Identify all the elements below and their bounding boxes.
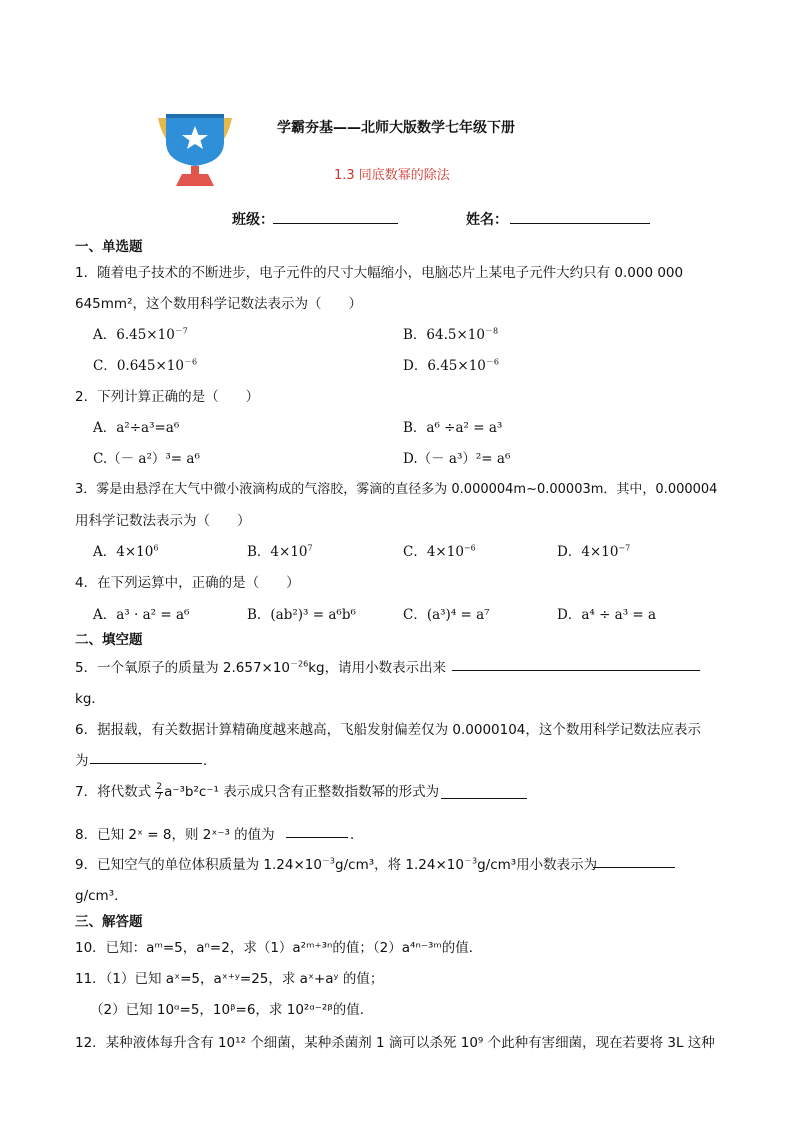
section-heading: 三、解答题 [75, 914, 143, 930]
option-text: D．4×10 [557, 544, 619, 560]
q1-option-a[interactable] [93, 323, 188, 343]
q3-stem-line2: 用科学记数法表示为（ ） [75, 513, 251, 529]
q7-expression: a⁻³b²c⁻¹ [164, 784, 219, 800]
q1-option-c[interactable] [93, 354, 197, 374]
option-exp: －7 [174, 326, 188, 336]
q6-line2-suffix: ． [203, 753, 217, 769]
option-text: C．4×10 [403, 544, 464, 560]
q5-line1 [75, 656, 446, 676]
q4-option-a[interactable]: A．a³ · a² = a⁶ [93, 607, 190, 623]
name-label: 姓名： [466, 212, 508, 228]
q1-option-b[interactable] [403, 323, 498, 343]
q3-option-b[interactable] [247, 540, 313, 560]
option-text: D．6.45×10 [403, 358, 486, 374]
q11-line2: （2）已知 10ᵅ=5，10ᵝ=6，求 10²ᵅ⁻²ᵝ的值． [90, 1002, 374, 1018]
q8-answer-blank[interactable] [286, 837, 348, 838]
option-exp: －6 [183, 357, 198, 367]
q3-option-a[interactable] [93, 540, 158, 560]
q10-text: 10．已知：aᵐ=5，aⁿ=2，求（1）a²ᵐ⁺³ⁿ的值；（2）a⁴ⁿ⁻³ᵐ的值． [75, 940, 483, 956]
q4-option-b[interactable]: B．(ab²)³ = a⁶b⁶ [247, 607, 356, 623]
option-exp: －8 [484, 326, 499, 336]
q1-stem-line1: 1．随着电子技术的不断进步，电子元件的尺寸大幅缩小，电脑芯片上某电子元件大约只有 0.000 000 [75, 265, 684, 281]
q9-line1 [75, 853, 597, 873]
q5-line2: kg． [75, 691, 105, 707]
section-heading: 一、单选题 [75, 239, 143, 255]
q3-stem-line1: 3．雾是由悬浮在大气中微小液滴构成的气溶胶，雾滴的直径多为 0.000004m~0.00003m．其中，0.000004 [75, 482, 718, 497]
option-text: B．4×10 [247, 544, 308, 560]
q9-text: g/cm³用小数表示为 [477, 857, 598, 873]
q9-exp: －3 [321, 856, 336, 866]
q7-text: 7．将代数式 [75, 784, 152, 800]
q2-option-a[interactable]: A．a²÷a³=a⁶ [93, 420, 180, 436]
q4-stem: 4．在下列运算中，正确的是（ ） [75, 575, 300, 591]
fraction-denominator: 7 [156, 791, 163, 802]
class-field[interactable] [273, 223, 398, 224]
q7-line [75, 780, 439, 802]
option-text: B．64.5×10 [403, 327, 485, 343]
q4-option-c[interactable]: C．(a³)⁴ = a⁷ [403, 607, 490, 623]
name-field[interactable] [510, 223, 650, 224]
option-text: A．6.45×10 [93, 327, 175, 343]
q8-line: 8．已知 2ˣ = 8，则 2ˣ⁻³ 的值为 [75, 827, 275, 843]
option-exp: −6 [463, 543, 476, 553]
q1-stem-line2: 645mm²，这个数用科学记数法表示为（ ） [75, 296, 362, 312]
q3-option-c[interactable] [403, 540, 476, 560]
option-exp: －6 [485, 357, 499, 367]
q9-line2: g/cm³． [75, 888, 128, 904]
q6-line1: 6．据报载，有关数据计算精确度越来越高，飞船发射偏差仅为 0.0000104，这个数用科学记数法应表示 [75, 722, 701, 738]
fraction [155, 783, 163, 802]
fraction-numerator: 2 [156, 781, 163, 792]
q12-text: 12．某种液体每升含有 10¹² 个细菌，某种杀菌剂 1 滴可以杀死 10⁹ 个此种有害细菌，现在若要将 3L 这种 [75, 1035, 715, 1051]
q9-answer-blank[interactable] [593, 867, 675, 868]
option-text: C．0.645×10 [93, 358, 184, 374]
q8-suffix: ． [350, 827, 364, 843]
option-text: A．4×10 [93, 544, 154, 560]
q6-line2-prefix: 为 [75, 753, 89, 769]
q3-option-d[interactable] [557, 540, 630, 560]
trophy-base-icon [176, 174, 214, 186]
q7-answer-blank[interactable] [441, 798, 527, 799]
q4-option-d[interactable]: D．a⁴ ÷ a³ = a [557, 607, 657, 623]
page-subtitle: 1.3 同底数幂的除法 [334, 168, 450, 183]
q5-text: 5．一个氧原子的质量为 2.657×10 [75, 660, 291, 676]
q5-exp: －26 [290, 659, 309, 669]
section-heading: 二、填空题 [75, 632, 143, 648]
q9-text: g/cm³，将 1.24×10 [335, 857, 464, 873]
q9-text: 9．已知空气的单位体积质量为 1.24×10 [75, 857, 322, 873]
q5-answer-blank[interactable] [452, 670, 700, 671]
q2-stem: 2．下列计算正确的是（ ） [75, 389, 260, 405]
page-title: 学霸夯基——北师大版数学七年级下册 [277, 120, 515, 136]
option-exp: −7 [618, 543, 631, 553]
q9-exp: －3 [463, 856, 478, 866]
class-label: 班级： [232, 212, 274, 228]
q5-text: kg，请用小数表示出来 [308, 660, 447, 676]
option-exp: 6 [153, 543, 159, 553]
q7-text: 表示成只含有正整数指数幂的形式为 [223, 784, 440, 800]
q11-line1: 11．（1）已知 aˣ=5，aˣ⁺ʸ=25，求 aˣ+aʸ 的值； [75, 971, 384, 987]
q1-option-d[interactable] [403, 354, 499, 374]
q6-answer-blank[interactable] [90, 763, 202, 764]
q2-option-d[interactable]: D.（－ a³）²= a⁶ [403, 451, 511, 467]
trophy-logo [152, 108, 238, 188]
q2-option-c[interactable]: C.（－ a²）³= a⁶ [93, 451, 200, 467]
option-exp: 7 [307, 543, 313, 553]
q2-option-b[interactable]: B．a⁶ ÷a² = a³ [403, 420, 503, 436]
